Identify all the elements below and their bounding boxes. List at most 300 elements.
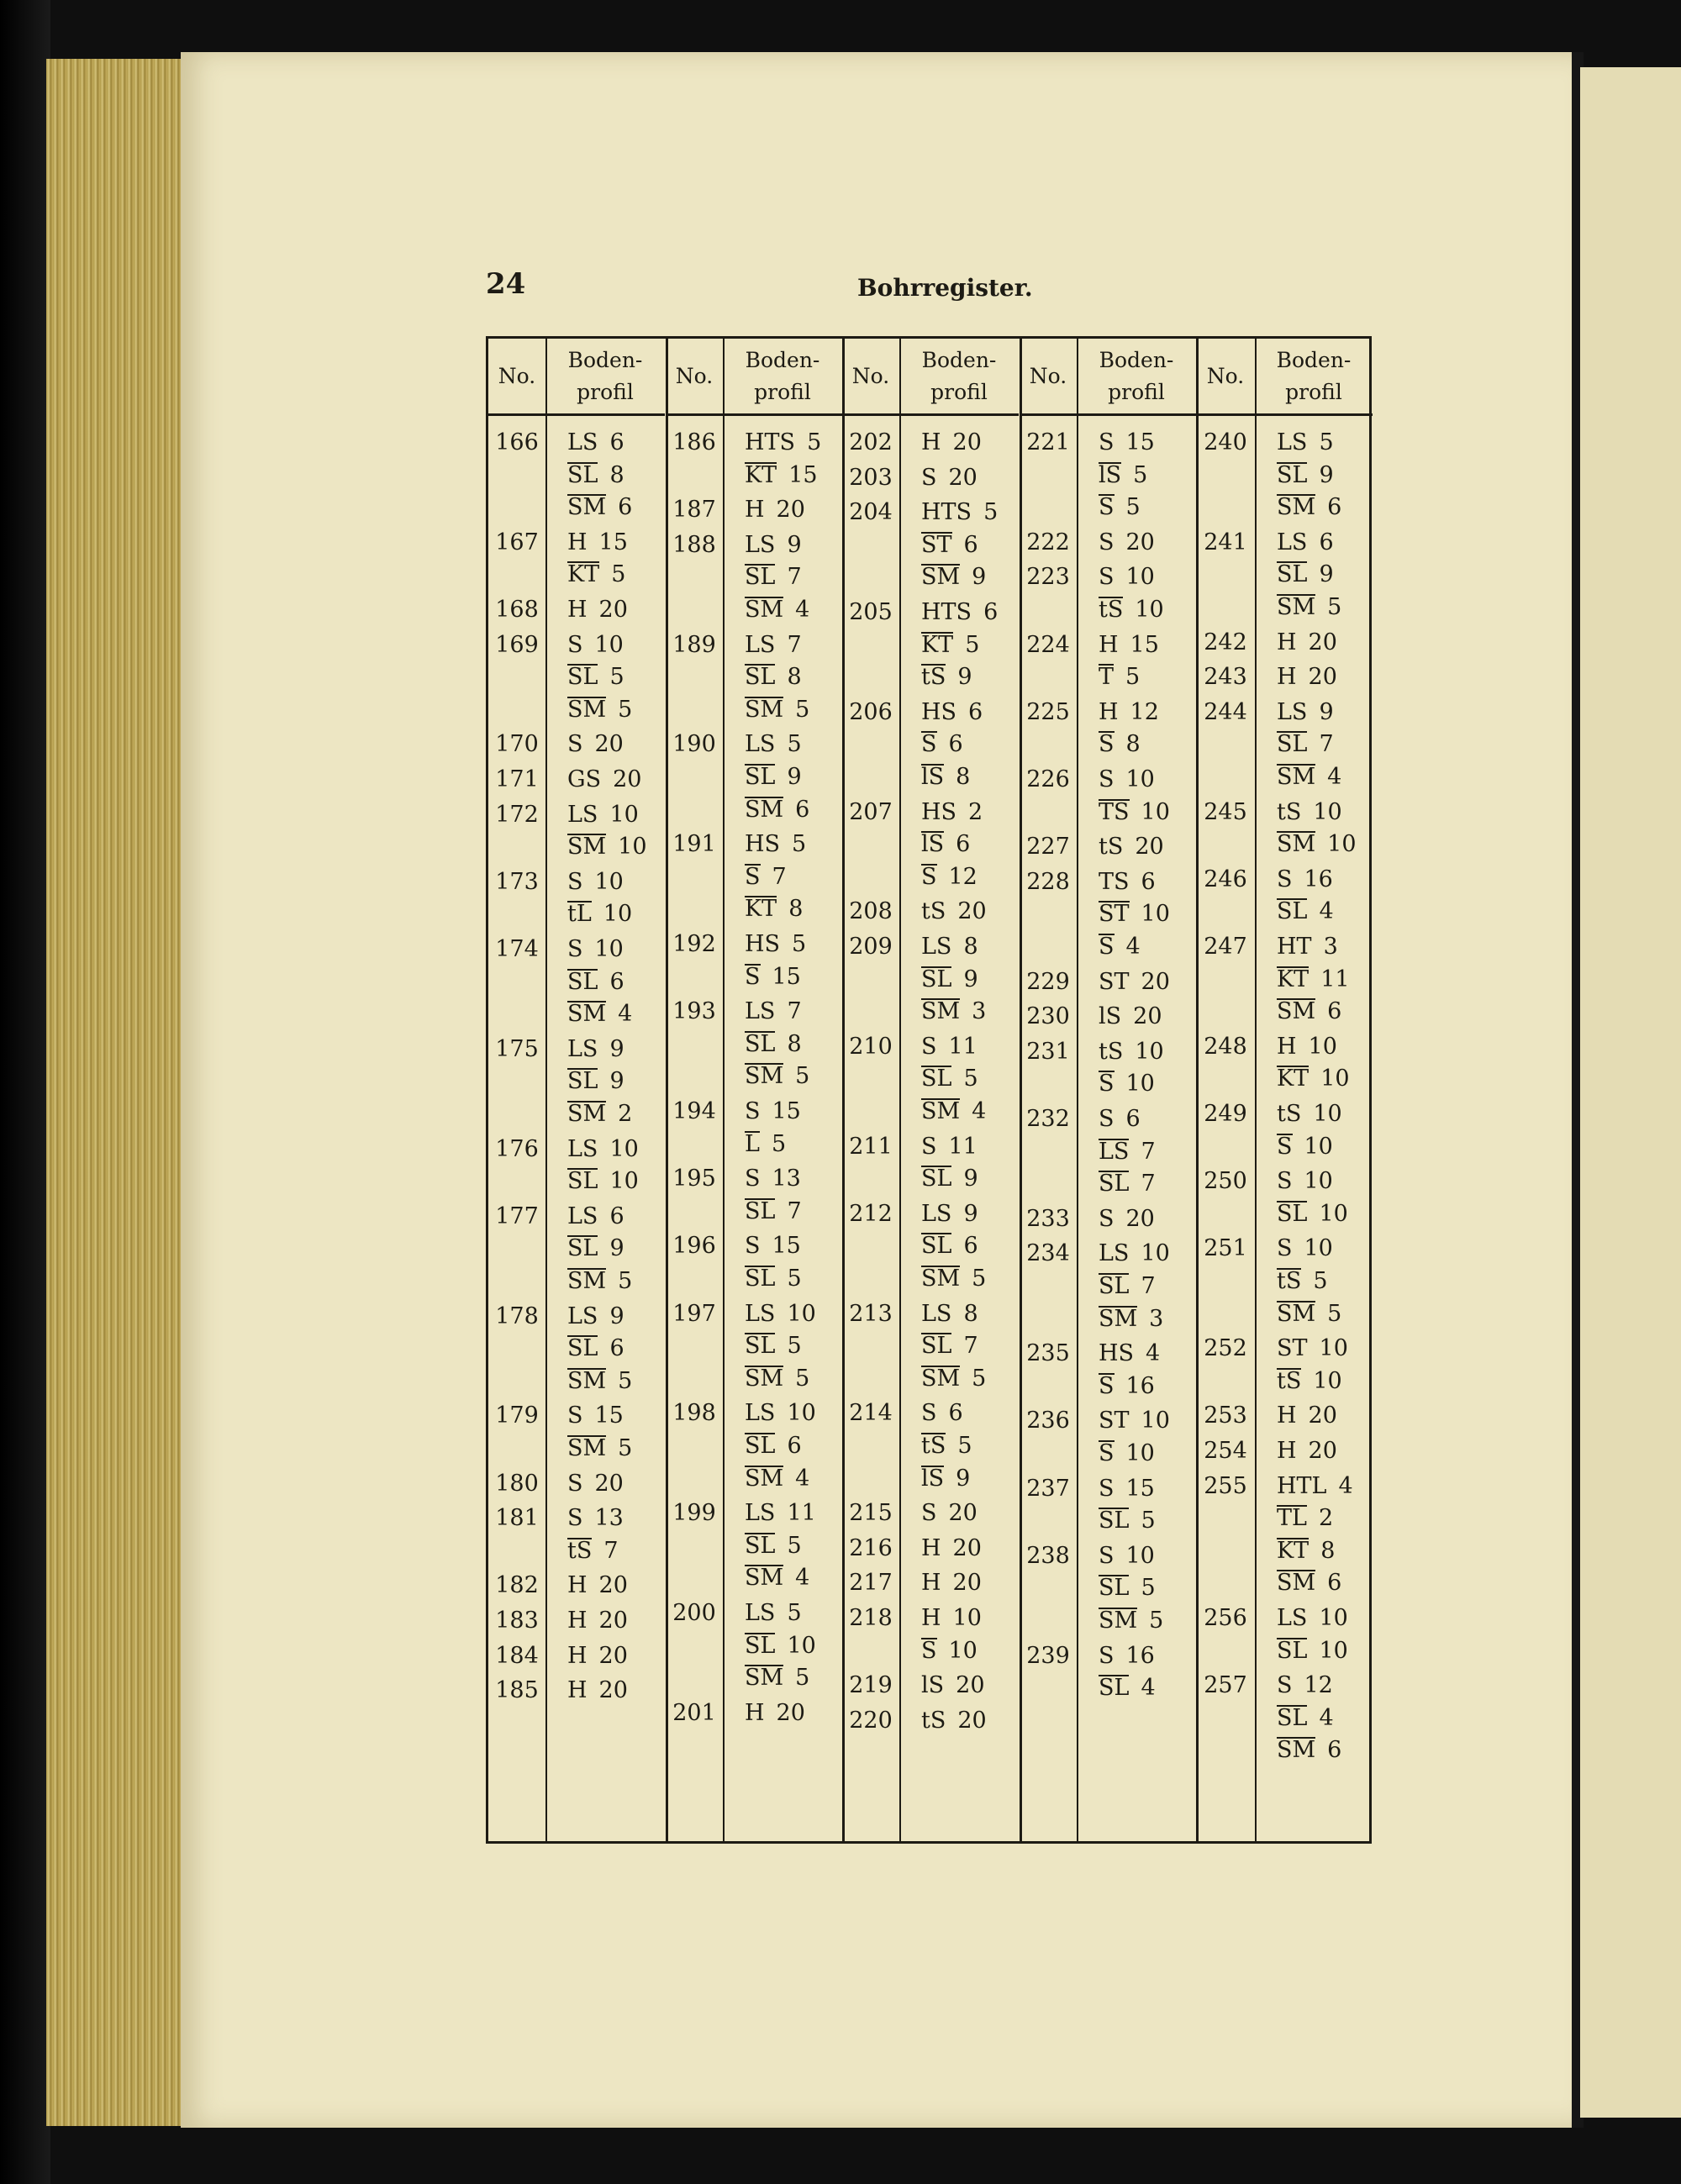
layer-depth: 5: [787, 1266, 802, 1292]
layer-depth: 2: [618, 1101, 633, 1127]
soil-code: T: [1099, 664, 1115, 691]
layer-depth: 2: [968, 798, 983, 825]
soil-layer: [921, 1400, 963, 1426]
boring-number: 173: [495, 868, 539, 895]
soil-code: lS: [921, 1465, 945, 1492]
layer-depth: 10: [1308, 1033, 1337, 1060]
soil-code: HTS: [921, 599, 972, 625]
soil-code: KT: [1277, 1066, 1309, 1092]
soil-layer: [745, 731, 802, 757]
soil-layer: [921, 731, 963, 757]
soil-code: SM: [1277, 594, 1316, 620]
soil-code: SL: [1277, 561, 1308, 588]
layer-depth: 10: [1327, 831, 1357, 858]
soil-layer: [1277, 561, 1334, 587]
soil-layer: [1099, 664, 1140, 690]
soil-layer: [1099, 1171, 1156, 1197]
soil-layer: [921, 764, 970, 790]
soil-layer: [567, 561, 625, 587]
boring-number: 246: [1204, 866, 1247, 892]
layer-depth: 5: [618, 1435, 633, 1461]
soil-layer: [1099, 1373, 1155, 1399]
boring-number: 185: [495, 1677, 539, 1704]
soil-layer: [1099, 901, 1170, 927]
soil-code: SM: [745, 696, 784, 723]
soil-code: SL: [745, 1197, 776, 1224]
layer-depth: 10: [1125, 1542, 1155, 1569]
layer-depth: 10: [1304, 1168, 1333, 1195]
soil-code: SM: [745, 597, 784, 623]
boring-number: 251: [1204, 1235, 1247, 1262]
soil-layer: [745, 1665, 809, 1691]
layer-depth: 4: [618, 1001, 633, 1028]
layer-depth: 8: [1320, 1537, 1336, 1564]
boring-number: 186: [672, 429, 716, 455]
soil-layer: [745, 1466, 809, 1492]
soil-code: SM: [1277, 998, 1316, 1025]
layer-depth: 16: [1304, 866, 1333, 892]
layer-depth: 15: [772, 1233, 801, 1260]
header-bodenprofil: Boden- profil: [1255, 339, 1373, 416]
soil-code: SM: [567, 1367, 607, 1394]
soil-code: ST: [1099, 1408, 1130, 1434]
header-no: No.: [842, 339, 899, 416]
soil-code: H: [921, 1570, 941, 1597]
soil-layer: [567, 1335, 624, 1361]
soil-layer: [567, 1505, 624, 1531]
soil-layer: [745, 697, 809, 723]
soil-layer: [921, 1708, 987, 1734]
layer-depth: 11: [948, 1033, 978, 1060]
soil-layer: [1277, 1473, 1353, 1499]
layer-depth: 10: [787, 1400, 816, 1427]
layer-depth: 20: [1308, 664, 1337, 691]
layer-depth: 5: [972, 1365, 987, 1392]
soil-code: S: [1277, 866, 1293, 892]
soil-layer: [745, 964, 801, 990]
soil-layer: [567, 1435, 632, 1461]
soil-layer: [745, 1031, 802, 1057]
boring-number: 229: [1026, 968, 1070, 995]
boring-number: 242: [1204, 629, 1247, 655]
boring-number: 253: [1204, 1402, 1247, 1429]
soil-code: SM: [567, 1001, 607, 1028]
running-head: Bohrregister.: [857, 274, 1033, 302]
boring-number: 214: [849, 1400, 893, 1427]
soil-code: HT: [1277, 934, 1312, 960]
soil-code: S: [1099, 1440, 1115, 1466]
soil-layer: [921, 1034, 978, 1060]
soil-code: SM: [1099, 1305, 1138, 1332]
soil-code: HS: [1099, 1340, 1135, 1367]
soil-code: H: [745, 497, 765, 524]
soil-layer: [567, 1268, 632, 1294]
soil-layer: [921, 1638, 978, 1664]
layer-depth: 9: [1319, 461, 1334, 488]
soil-layer: [1277, 1168, 1333, 1194]
soil-code: SM: [921, 998, 961, 1025]
soil-layer: [1099, 834, 1164, 860]
soil-code: S: [921, 1033, 937, 1060]
soil-code: SL: [567, 1235, 598, 1262]
soil-layer: [1277, 1605, 1348, 1631]
soil-code: S: [921, 1637, 937, 1664]
boring-number: 183: [495, 1608, 539, 1634]
boring-number: 177: [495, 1203, 539, 1229]
soil-layer: [1277, 866, 1333, 892]
soil-layer: [745, 797, 809, 823]
layer-depth: 10: [1319, 1637, 1348, 1664]
soil-code: S: [921, 464, 937, 491]
soil-layer: [745, 1700, 805, 1726]
boring-number: 211: [849, 1133, 893, 1160]
soil-code: SL: [1277, 461, 1308, 488]
layer-depth: 6: [609, 1203, 624, 1229]
soil-code: S: [1099, 766, 1115, 792]
boring-number: 197: [672, 1300, 716, 1327]
boring-number: 174: [495, 936, 539, 962]
soil-code: LS: [1277, 529, 1308, 555]
soil-code: SM: [745, 1365, 784, 1392]
soil-layer: [1099, 1408, 1170, 1434]
layer-depth: 10: [1125, 1071, 1155, 1097]
column-rule: [723, 339, 725, 1841]
soil-layer: [1099, 934, 1141, 960]
soil-layer: [745, 664, 802, 690]
soil-code: S: [745, 963, 761, 990]
boring-number: 217: [849, 1570, 893, 1597]
soil-layer: [745, 564, 802, 590]
layer-depth: 9: [1319, 698, 1334, 725]
soil-code: LS: [921, 934, 952, 960]
layer-depth: 20: [956, 1672, 985, 1699]
soil-code: SM: [567, 1101, 607, 1127]
soil-layer: [567, 1538, 619, 1564]
soil-code: S: [921, 863, 937, 890]
soil-code: SL: [745, 1266, 776, 1292]
soil-layer: [745, 597, 809, 623]
layer-depth: 6: [1319, 529, 1334, 555]
layer-depth: 9: [957, 664, 972, 691]
layer-depth: 10: [618, 834, 647, 860]
boring-number: 218: [849, 1605, 893, 1631]
soil-layer: [745, 1366, 809, 1392]
soil-layer: [567, 1235, 624, 1261]
soil-code: LS: [1277, 698, 1308, 725]
boring-number: 220: [849, 1707, 893, 1734]
soil-code: LS: [745, 998, 776, 1025]
soil-code: H: [1277, 629, 1297, 655]
layer-depth: 10: [1304, 1235, 1333, 1262]
layer-depth: 5: [1125, 664, 1141, 691]
layer-depth: 4: [1319, 1704, 1334, 1731]
soil-code: S: [921, 1500, 937, 1527]
soil-code: ST: [1099, 968, 1130, 995]
soil-code: HTS: [921, 499, 972, 526]
layer-depth: 10: [603, 901, 633, 928]
soil-code: SM: [745, 1465, 784, 1492]
soil-code: S: [1277, 1235, 1293, 1262]
soil-code: H: [1277, 664, 1297, 691]
boring-number: 208: [849, 898, 893, 925]
layer-depth: 6: [1141, 868, 1156, 895]
layer-depth: 6: [948, 731, 963, 758]
soil-layer: [921, 831, 970, 857]
soil-layer: [921, 1201, 978, 1227]
soil-code: S: [1099, 731, 1115, 758]
layer-depth: 4: [972, 1098, 987, 1124]
layer-depth: 8: [609, 461, 624, 488]
soil-layer: [1099, 494, 1141, 520]
soil-layer: [1099, 597, 1164, 623]
soil-code: SL: [567, 664, 598, 691]
soil-code: KT: [567, 561, 600, 588]
soil-layer: [567, 429, 624, 455]
soil-layer: [745, 864, 787, 890]
layer-depth: 13: [772, 1166, 801, 1192]
soil-layer: [921, 599, 998, 625]
soil-layer: [567, 869, 624, 895]
soil-layer: [567, 1101, 632, 1127]
soil-layer: [567, 1001, 632, 1027]
soil-layer: [745, 1400, 816, 1426]
soil-code: H: [1099, 631, 1119, 658]
layer-depth: 5: [787, 1333, 802, 1360]
soil-code: SM: [1277, 494, 1316, 521]
soil-layer: [745, 497, 805, 523]
soil-code: L: [745, 1130, 760, 1157]
soil-code: SM: [745, 1665, 784, 1692]
soil-layer: [921, 1570, 982, 1596]
soil-layer: [921, 564, 986, 590]
layer-depth: 12: [1130, 698, 1159, 725]
layer-depth: 10: [1313, 798, 1342, 825]
soil-layer: [1099, 1643, 1155, 1669]
soil-code: lS: [921, 831, 945, 858]
boring-number: 175: [495, 1035, 539, 1062]
layer-depth: 10: [948, 1637, 978, 1664]
soil-code: tS: [921, 1433, 946, 1459]
soil-layer: [567, 697, 632, 723]
layer-depth: 15: [598, 529, 628, 555]
layer-depth: 5: [1149, 1608, 1164, 1634]
facing-page-edge: [1580, 67, 1681, 2118]
soil-code: SL: [745, 1333, 776, 1360]
layer-depth: 4: [795, 597, 810, 623]
soil-code: SL: [1277, 898, 1308, 925]
layer-depth: 7: [787, 564, 802, 591]
soil-layer: [567, 1036, 624, 1062]
layer-depth: 10: [609, 801, 639, 828]
header-no: No.: [666, 339, 723, 416]
layer-depth: 10: [1141, 798, 1170, 825]
boring-number: 241: [1204, 529, 1247, 555]
layer-depth: 5: [972, 1266, 987, 1292]
soil-layer: [567, 731, 624, 757]
soil-layer: [567, 1643, 628, 1669]
layer-depth: 5: [795, 1365, 810, 1392]
soil-code: KT: [1277, 966, 1309, 992]
layer-depth: 5: [618, 696, 633, 723]
soil-layer: [1277, 1570, 1341, 1596]
soil-code: HS: [921, 698, 957, 725]
boring-number: 184: [495, 1642, 539, 1669]
soil-layer: [1277, 429, 1334, 455]
soil-layer: [921, 1605, 982, 1631]
soil-code: S: [921, 1400, 937, 1427]
layer-depth: 6: [609, 968, 624, 995]
layer-depth: 10: [1135, 1038, 1164, 1065]
soil-layer: [567, 462, 624, 488]
soil-code: H: [567, 1642, 588, 1669]
layer-depth: 10: [952, 1605, 982, 1631]
soil-code: H: [567, 1608, 588, 1634]
layer-depth: 20: [1125, 529, 1155, 555]
layer-depth: 10: [1141, 1408, 1170, 1434]
layer-depth: 15: [772, 963, 801, 990]
layer-depth: 6: [1125, 1106, 1141, 1132]
soil-code: SM: [567, 834, 607, 860]
boring-number: 187: [672, 497, 716, 524]
layer-depth: 20: [1133, 1003, 1162, 1030]
header-bodenprofil: Boden- profil: [723, 339, 842, 416]
layer-depth: 8: [788, 896, 804, 923]
soil-layer: [1277, 629, 1337, 655]
soil-code: S: [1099, 529, 1115, 555]
soil-layer: [1277, 1268, 1328, 1294]
layer-depth: 10: [609, 1168, 639, 1195]
soil-code: LS: [567, 1035, 598, 1062]
column-rule: [1077, 339, 1078, 1841]
soil-code: tS: [1277, 1268, 1302, 1294]
soil-code: S: [1099, 429, 1115, 455]
layer-depth: 15: [594, 1402, 624, 1429]
layer-depth: 20: [776, 1699, 805, 1726]
layer-depth: 20: [952, 1534, 982, 1561]
layer-depth: 10: [1319, 1200, 1348, 1227]
layer-depth: 6: [948, 1400, 963, 1427]
boring-number: 207: [849, 798, 893, 825]
soil-layer: [921, 1433, 972, 1459]
soil-code: S: [921, 731, 937, 758]
layer-depth: 20: [948, 1500, 978, 1527]
soil-code: LS: [1099, 1138, 1130, 1165]
layer-depth: 5: [1327, 1300, 1342, 1327]
soil-layer: [921, 934, 978, 960]
soil-layer: [567, 1203, 624, 1229]
header-no: No.: [1196, 339, 1255, 416]
layer-depth: 20: [598, 597, 628, 623]
layer-depth: 3: [1149, 1305, 1164, 1332]
soil-layer: [921, 1166, 978, 1192]
boring-number: 213: [849, 1300, 893, 1327]
soil-layer: [567, 936, 624, 962]
soil-layer: [567, 664, 624, 690]
soil-code: S: [745, 1166, 761, 1192]
soil-code: KT: [745, 461, 777, 488]
boring-number: 252: [1204, 1335, 1247, 1362]
layer-depth: 3: [1323, 934, 1338, 960]
soil-layer: [745, 831, 806, 857]
soil-code: LS: [745, 1300, 776, 1327]
boring-number: 171: [495, 766, 539, 792]
soil-layer: [745, 1600, 802, 1626]
soil-layer: [1277, 664, 1337, 690]
soil-layer: [921, 1266, 986, 1292]
layer-depth: 6: [963, 1233, 978, 1260]
soil-layer: [921, 664, 972, 690]
soil-code: H: [567, 597, 588, 623]
soil-code: SL: [1099, 1575, 1130, 1602]
boring-number: 215: [849, 1500, 893, 1527]
boring-number: 233: [1026, 1205, 1070, 1232]
soil-layer: [745, 998, 802, 1024]
soil-code: SL: [1099, 1675, 1130, 1702]
boring-number: 245: [1204, 798, 1247, 825]
soil-code: LS: [567, 1203, 598, 1229]
boring-number: 255: [1204, 1472, 1247, 1499]
soil-layer: [745, 632, 802, 658]
layer-depth: 9: [609, 1035, 624, 1062]
boring-number: 206: [849, 698, 893, 725]
soil-code: SL: [745, 764, 776, 790]
layer-depth: 5: [795, 1063, 810, 1090]
layer-depth: 9: [956, 1465, 971, 1492]
layer-depth: 20: [952, 1570, 982, 1597]
layer-depth: 10: [594, 868, 624, 895]
layer-depth: 10: [1319, 1605, 1348, 1631]
soil-code: SM: [1099, 1608, 1138, 1634]
soil-code: S: [567, 1505, 583, 1532]
soil-layer: [1099, 1039, 1164, 1065]
soil-code: S: [1099, 1642, 1115, 1669]
soil-code: SL: [1099, 1508, 1130, 1534]
layer-depth: 8: [1125, 731, 1141, 758]
soil-code: tS: [1099, 834, 1124, 860]
layer-depth: 7: [963, 1333, 978, 1360]
soil-layer: [567, 802, 639, 828]
soil-layer: [745, 1565, 809, 1591]
soil-layer: [1099, 462, 1147, 488]
layer-depth: 10: [609, 1135, 639, 1162]
layer-depth: 6: [1327, 998, 1342, 1025]
soil-layer: [745, 462, 818, 488]
soil-layer: [1277, 831, 1357, 857]
layer-depth: 10: [1313, 1101, 1342, 1127]
soil-code: SL: [1099, 1273, 1130, 1299]
boring-number: 232: [1026, 1106, 1070, 1132]
layer-depth: 10: [1135, 597, 1164, 623]
boring-number: 244: [1204, 698, 1247, 725]
soil-code: tS: [1099, 1038, 1124, 1065]
soil-code: ST: [921, 531, 952, 558]
layer-depth: 10: [1125, 564, 1155, 591]
layer-depth: 5: [807, 429, 822, 455]
soil-layer: [745, 1266, 802, 1292]
boring-number: 228: [1026, 868, 1070, 895]
layer-depth: 12: [948, 863, 978, 890]
layer-depth: 4: [1338, 1472, 1353, 1499]
layer-depth: 10: [1313, 1367, 1342, 1394]
layer-depth: 20: [598, 1572, 628, 1599]
boring-number: 236: [1026, 1408, 1070, 1434]
soil-code: SM: [1277, 831, 1316, 858]
boring-number: 166: [495, 429, 539, 455]
layer-depth: 6: [963, 531, 978, 558]
column-rule: [899, 339, 901, 1841]
layer-depth: 6: [1327, 494, 1342, 521]
soil-code: SL: [921, 1233, 952, 1260]
